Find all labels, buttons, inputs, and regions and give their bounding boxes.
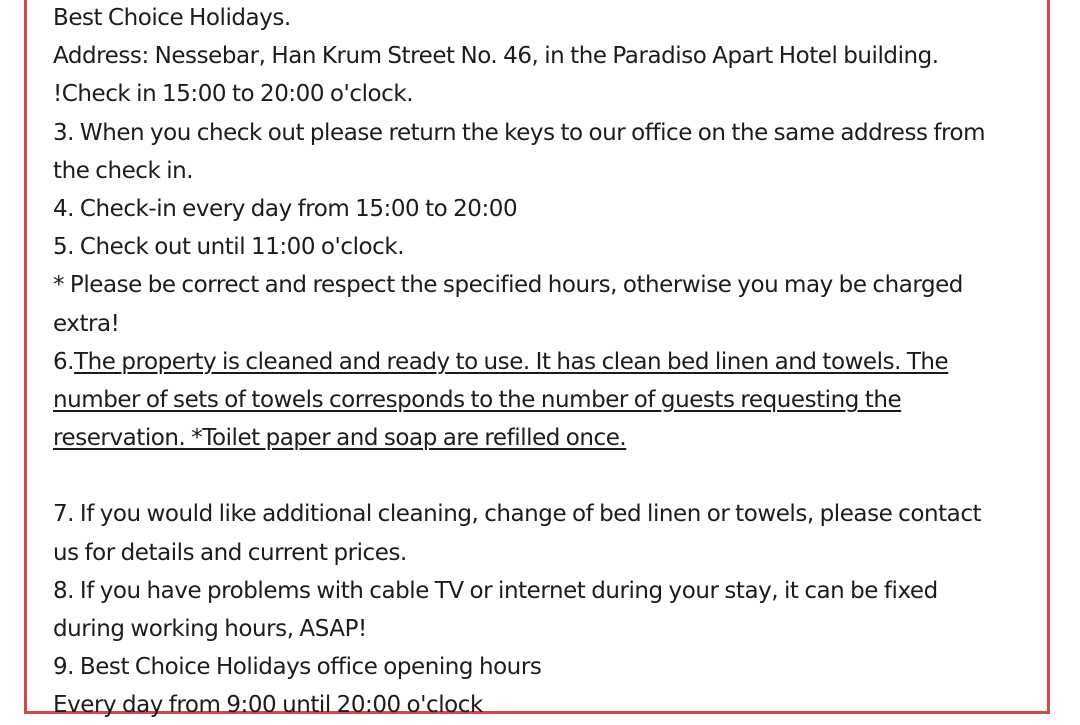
rule-5: 5. Check out until 11:00 o'clock. bbox=[53, 234, 405, 261]
rule-6-line-1 bbox=[53, 343, 1043, 381]
rule-7-line-2: us for details and current prices. bbox=[53, 539, 407, 566]
rule-3-line-1: 3. When you check out please return the keys to our office on the same address from bbox=[53, 119, 986, 146]
rule-6-text-3: reservation. *Toilet paper and soap are refilled once. bbox=[53, 425, 627, 452]
rule-6-line-3 bbox=[53, 419, 1043, 457]
document-body bbox=[53, 0, 1043, 725]
rule-8-line-2: during working hours, ASAP! bbox=[53, 616, 367, 642]
rule-6-text-1: The property is cleaned and ready to use. It has clean bed linen and towels. The bbox=[74, 348, 949, 375]
rule-8-line-1: 8. If you have problems with cable TV or internet during your stay, it can be fixed bbox=[53, 577, 938, 604]
rule-3-line-2: the check in. bbox=[53, 157, 194, 184]
company-name: Best Choice Holidays. bbox=[53, 5, 291, 31]
opening-hours: Every day from 9:00 until 20:00 o'clock bbox=[53, 692, 483, 719]
rule-6-line-2 bbox=[53, 381, 1043, 419]
office-address: Address: Nessebar, Han Krum Street No. 46, in the Paradiso Apart Hotel building. bbox=[53, 43, 939, 70]
rule-7-line-1: 7. If you would like additional cleaning, change of bed linen or towels, please contact bbox=[53, 501, 982, 528]
blank-line bbox=[53, 457, 1043, 495]
note-line-2: extra! bbox=[53, 310, 120, 337]
check-in-hours: !Check in 15:00 to 20:00 o'clock. bbox=[53, 81, 414, 108]
rule-6-number: 6. bbox=[53, 348, 75, 375]
rule-6-text-2: number of sets of towels corresponds to the number of guests requesting the bbox=[53, 386, 902, 413]
rule-9-title: 9. Best Choice Holidays office opening hours bbox=[53, 654, 542, 681]
note-line-1: * Please be correct and respect the specified hours, otherwise you may be charged bbox=[53, 272, 963, 299]
rule-4: 4. Check-in every day from 15:00 to 20:00 bbox=[53, 195, 518, 222]
